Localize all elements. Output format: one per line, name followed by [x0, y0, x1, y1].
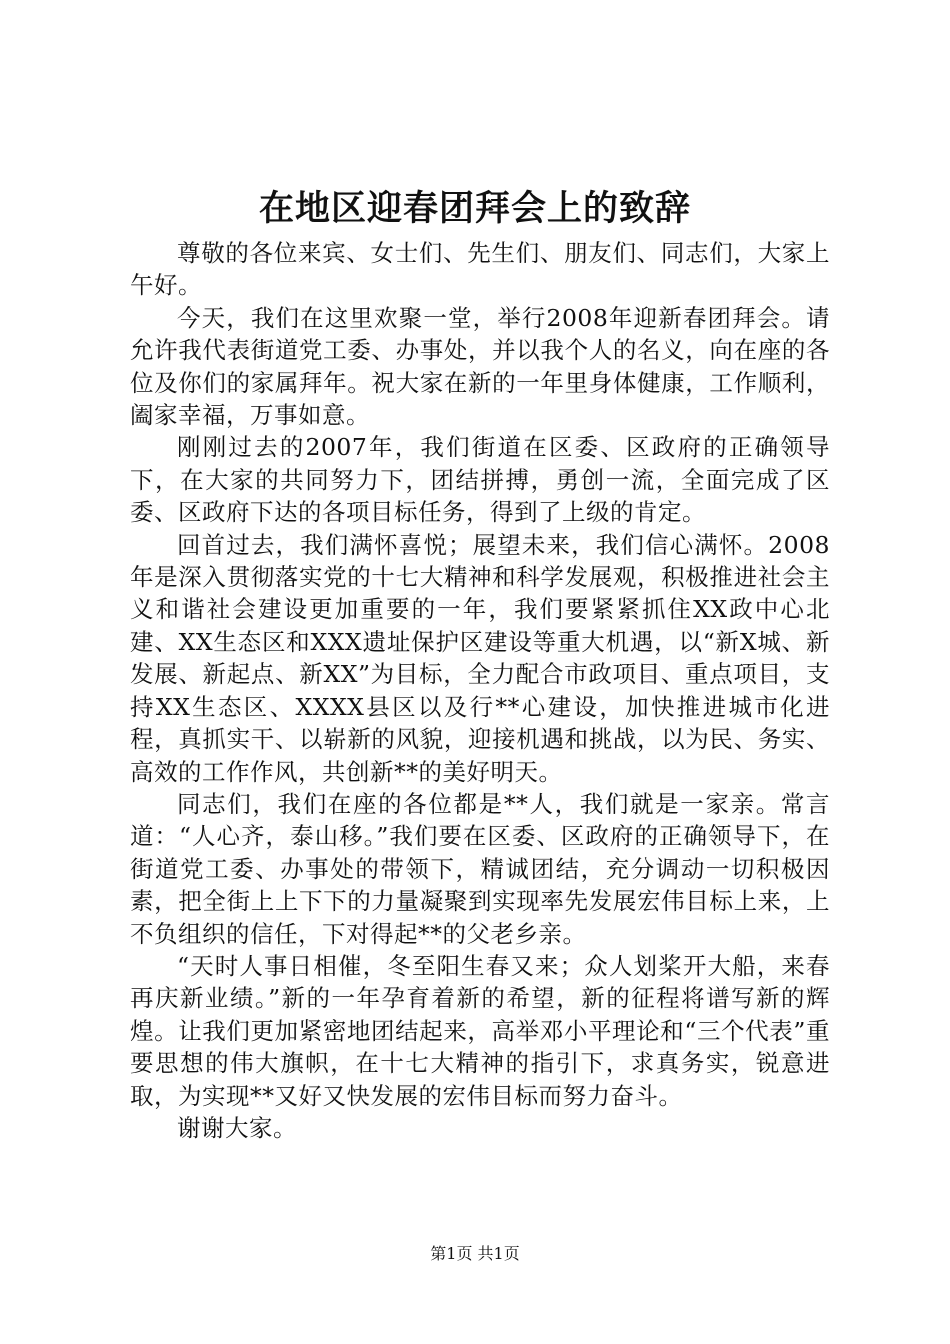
paragraph-greeting: 尊敬的各位来宾、女士们、先生们、朋友们、同志们，大家上午好。: [130, 239, 830, 300]
paragraph-closing-verse: “天时人事日相催，冬至阳生春又来；众人划桨开大船，来春再庆新业绩。”新的一年孕育着新的希望，新的征程将谱写新的辉煌。让我们更加紧密地团结起来，高举邓小平理论和“三个代表”重要思想的伟大旗帜，在十七大精神的指引下，求真务实，锐意进取，为实现**又好又快发展的宏伟目标而努力奋斗。: [130, 951, 830, 1110]
paragraph-outlook-2008: 回首过去，我们满怀喜悦；展望未来，我们信心满怀。2008年是深入贯彻落实党的十七大精神和科学发展观，积极推进社会主义和谐社会建设更加重要的一年，我们要紧紧抓住XX政中心北建、XX生态区和XXX遗址保护区建设等重大机遇，以“新X城、新发展、新起点、新XX”为目标，全力配合市政项目、重点项目，支持XX生态区、XXXX县区以及行**心建设，加快推进城市化进程，真抓实干、以崭新的风貌，迎接机遇和挑战，以为民、务实、高效的工作作风，共创新**的美好明天。: [130, 530, 830, 786]
page-number-footer: 第1页 共1页: [430, 1244, 520, 1263]
page-title: 在地区迎春团拜会上的致辞: [258, 188, 691, 229]
document-body: [130, 237, 830, 1144]
paragraph-review-2007: 刚刚过去的2007年，我们街道在区委、区政府的正确领导下，在大家的共同努力下，团结拼搏，勇创一流，全面完成了区委、区政府下达的各项目标任务，得到了上级的肯定。: [130, 433, 830, 527]
paragraph-thanks: 谢谢大家。: [177, 1113, 297, 1142]
paragraph-unity: 同志们，我们在座的各位都是**人，我们就是一家亲。常言道：“人心齐，泰山移。”我们要在区委、区政府的正确领导下，在街道党工委、办事处的带领下，精诚团结，充分调动一切积极因素，把全街上上下下的力量凝聚到实现率先发展宏伟目标上来，上不负组织的信任，下对得起**的父老乡亲。: [130, 789, 830, 948]
paragraph-new-year-wishes: 今天，我们在这里欢聚一堂，举行2008年迎新春团拜会。请允许我代表街道党工委、办事处，并以我个人的名义，向在座的各位及你们的家属拜年。祝大家在新的一年里身体健康，工作顺利，阖家幸福，万事如意。: [130, 303, 830, 430]
